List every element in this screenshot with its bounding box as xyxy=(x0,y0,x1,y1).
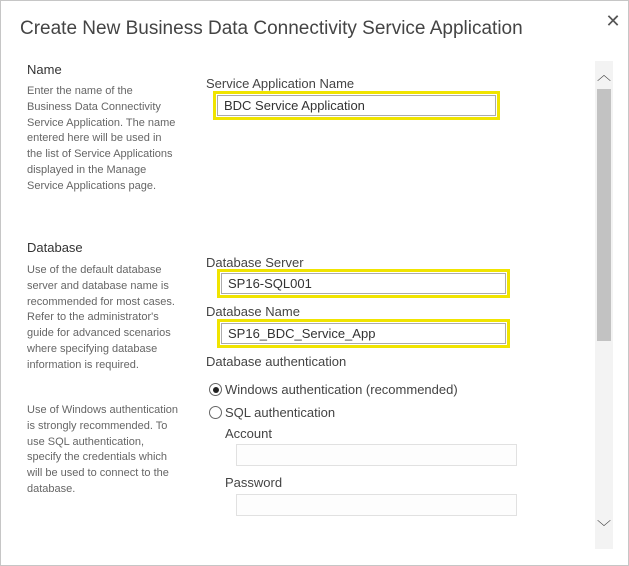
authentication-description: Use of Windows authentication is strongly recommended. To use SQL authentication, specify the credentials which will be used to connect to the database. xyxy=(27,404,179,495)
name-section-description: Enter the name of the Business Data Connectivity Service Application. The name entered here will be used in the list of Service Applications displayed in the Manage Service Applications page. xyxy=(27,85,176,192)
database-section-description: Use of the default database server and database name is recommended for most cases. Refer to the administrator's guide for advanced scenarios where specifying database information is required. xyxy=(27,264,175,371)
dialog-title: Create New Business Data Connectivity Service Application xyxy=(20,18,523,39)
dialog-content xyxy=(1,56,595,551)
close-icon[interactable]: ✕ xyxy=(605,11,621,31)
sql-authentication-label: SQL authentication xyxy=(225,405,336,420)
windows-authentication-radio[interactable] xyxy=(209,383,222,396)
scrollbar-thumb[interactable] xyxy=(597,89,611,341)
name-section-title: Name xyxy=(27,62,62,77)
password-label: Password xyxy=(225,475,283,490)
password-input[interactable] xyxy=(236,494,517,516)
vertical-scrollbar[interactable] xyxy=(595,61,613,549)
sql-authentication-option[interactable] xyxy=(209,405,335,420)
chevron-down-icon[interactable]: ﹀ xyxy=(595,515,613,539)
windows-authentication-option[interactable] xyxy=(209,382,458,397)
chevron-up-icon[interactable]: ︿ xyxy=(595,63,613,87)
database-name-input[interactable] xyxy=(221,323,506,344)
database-section-title: Database xyxy=(27,240,83,255)
sql-authentication-radio[interactable] xyxy=(209,406,222,419)
database-server-input[interactable] xyxy=(221,273,506,294)
account-label: Account xyxy=(225,426,272,441)
windows-authentication-label: Windows authentication (recommended) xyxy=(225,382,458,397)
account-input[interactable] xyxy=(236,444,517,466)
database-server-label: Database Server xyxy=(206,255,304,270)
database-authentication-label: Database authentication xyxy=(206,354,347,369)
database-name-label: Database Name xyxy=(206,304,300,319)
service-application-name-input[interactable] xyxy=(217,95,496,116)
service-application-name-label: Service Application Name xyxy=(206,76,355,91)
